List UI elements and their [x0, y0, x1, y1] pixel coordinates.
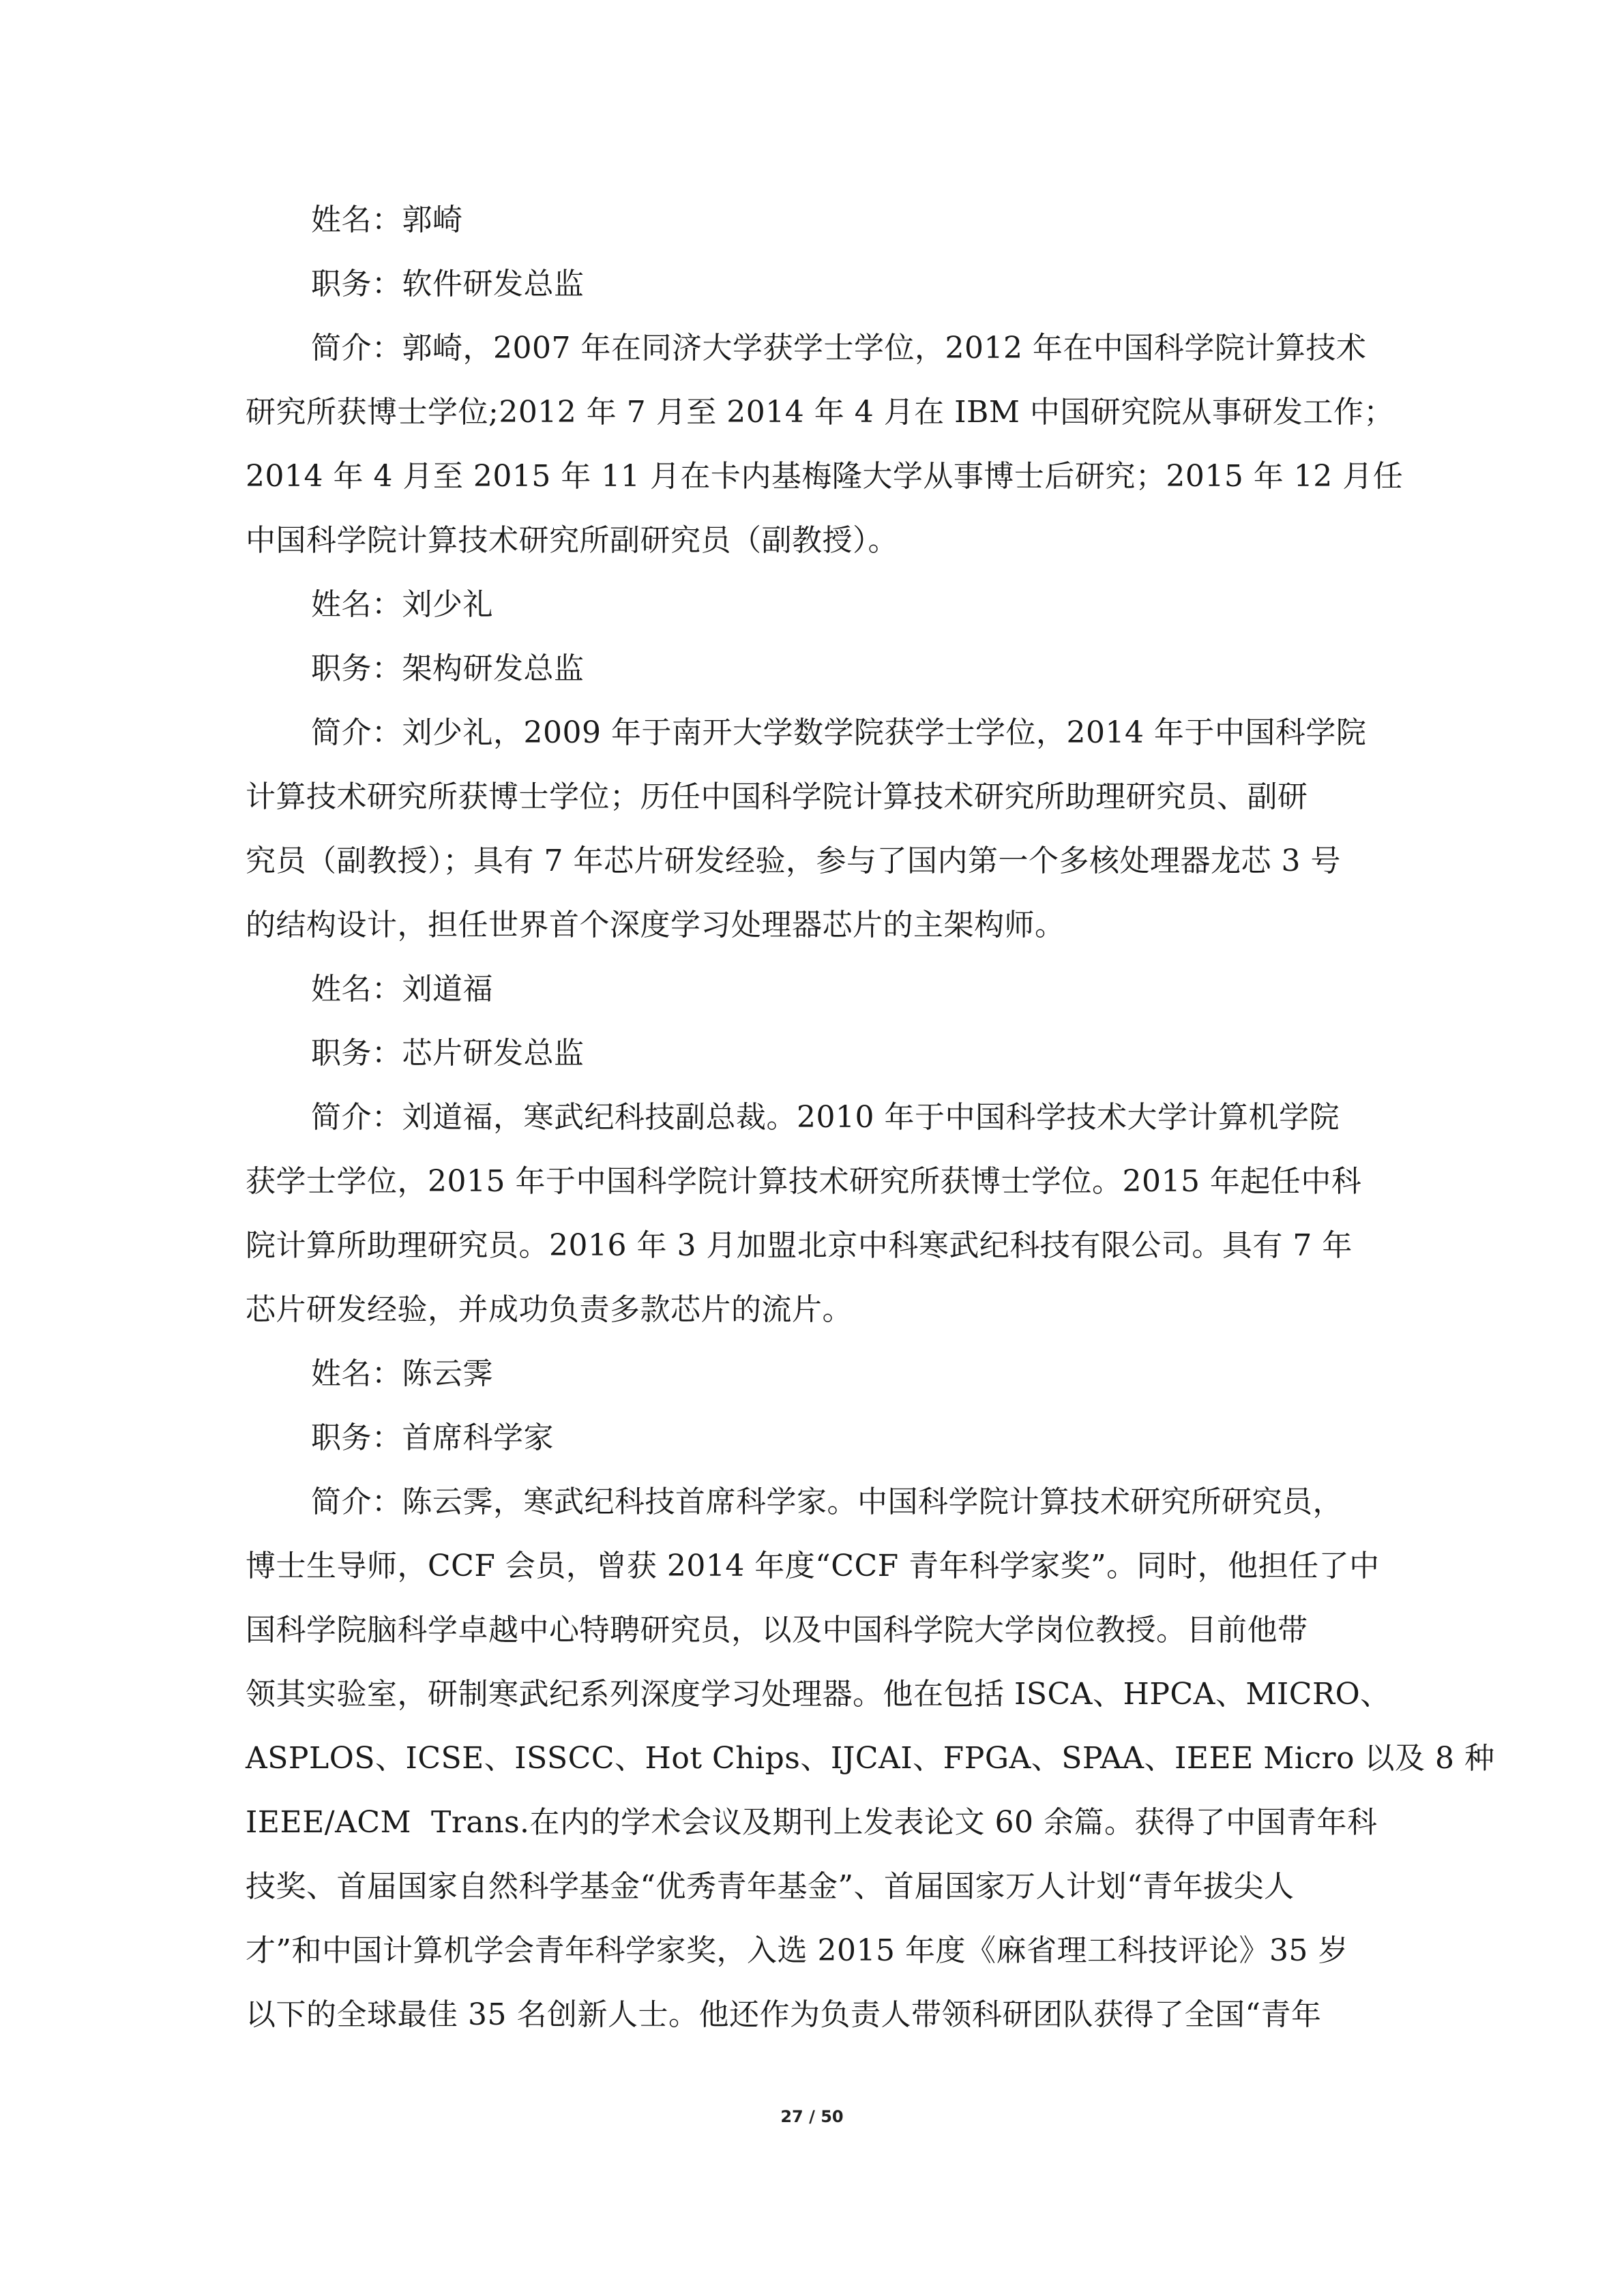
bio-line: 芯片研发经验，并成功负责多款芯片的流片。 [246, 1292, 853, 1327]
bio-line: 中国科学院计算技术研究所副研究员（副教授）。 [246, 523, 898, 558]
person-name: 姓名：刘道福 [311, 972, 493, 1007]
bio-line: 究员（副教授）；具有 7 年芯片研发经验，参与了国内第一个多核处理器龙芯 3 号 [246, 844, 1341, 878]
person-title: 职务：软件研发总监 [311, 267, 585, 301]
bio-line: 获学士学位，2015 年于中国科学院计算技术研究所获博士学位。2015 年起任中科 [246, 1164, 1362, 1199]
bio-line: 2014 年 4 月至 2015 年 11 月在卡内基梅隆大学从事博士后研究；2015 年 12 月任 [246, 459, 1404, 494]
bio-line: 简介：刘少礼，2009 年于南开大学数学院获学士学位，2014 年于中国科学院 [311, 715, 1367, 750]
person-name: 姓名：郭崎 [311, 203, 463, 237]
bio-line: 领其实验室，研制寒武纪系列深度学习处理器。他在包括 ISCA、HPCA、MICRO、 [246, 1677, 1391, 1712]
bio-line: 简介：刘道福，寒武纪科技副总裁。2010 年于中国科学技术大学计算机学院 [311, 1100, 1340, 1135]
bio-line: 研究所获博士学位;2012 年 7 月至 2014 年 4 月在 IBM 中国研究院从事研发工作； [246, 395, 1394, 430]
person-title: 职务：架构研发总监 [311, 651, 585, 686]
bio-line: ASPLOS、ICSE、ISSCC、Hot Chips、IJCAI、FPGA、SPAA、IEEE Micro 以及 8 种 [246, 1741, 1495, 1776]
bio-line: 技奖、首届国家自然科学基金“优秀青年基金”、首届国家万人计划“青年拔尖人 [246, 1869, 1295, 1904]
person-title: 职务：芯片研发总监 [311, 1036, 585, 1071]
page-body [246, 188, 1495, 2047]
bio-line: IEEE/ACM Trans.在内的学术会议及期刊上发表论文 60 余篇。获得了中国青年科 [246, 1805, 1378, 1840]
bio-line: 国科学院脑科学卓越中心特聘研究员，以及中国科学院大学岗位教授。目前他带 [246, 1613, 1308, 1648]
person-name: 姓名：刘少礼 [311, 587, 493, 622]
bio-line: 简介：郭崎，2007 年在同济大学获学士学位，2012 年在中国科学院计算技术 [311, 331, 1367, 366]
bio-line: 的结构设计，担任世界首个深度学习处理器芯片的主架构师。 [246, 908, 1065, 942]
bio-line: 院计算所助理研究员。2016 年 3 月加盟北京中科寒武纪科技有限公司。具有 7 年 [246, 1228, 1353, 1263]
page-number: 27 / 50 [780, 2107, 844, 2126]
bio-line: 简介：陈云霁，寒武纪科技首席科学家。中国科学院计算技术研究所研究员， [311, 1485, 1343, 1519]
person-name: 姓名：陈云霁 [311, 1356, 493, 1391]
bio-line: 博士生导师，CCF 会员，曾获 2014 年度“CCF 青年科学家奖”。同时，他担任了中 [246, 1549, 1380, 1583]
bio-line: 才”和中国计算机学会青年科学家奖，入选 2015 年度《麻省理工科技评论》35 岁 [246, 1933, 1348, 1968]
person-title: 职务：首席科学家 [311, 1420, 554, 1455]
bio-line: 以下的全球最佳 35 名创新人士。他还作为负责人带领科研团队获得了全国“青年 [246, 1997, 1322, 2032]
bio-line: 计算技术研究所获博士学位；历任中国科学院计算技术研究所助理研究员、副研 [246, 779, 1308, 814]
